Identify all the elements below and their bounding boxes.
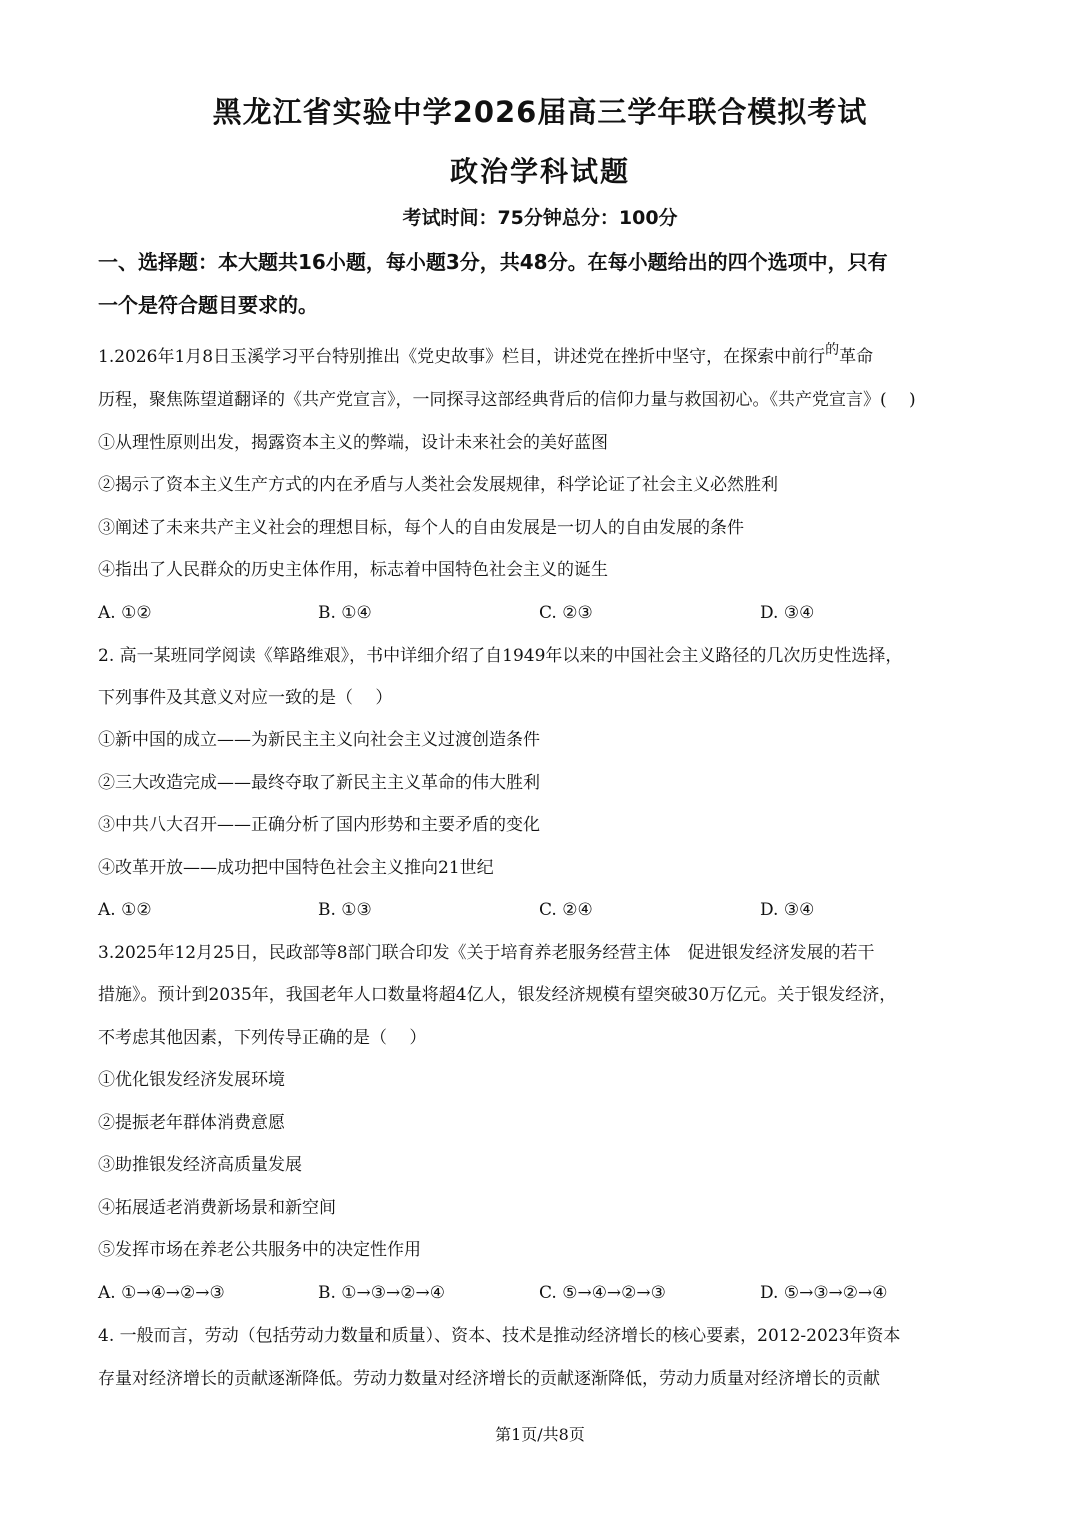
question-stem-line: 存量对经济增长的贡献逐渐降低。劳动力数量对经济增长的贡献逐渐降低，劳动力质量对经济增长的贡献 (98, 1369, 880, 1389)
option-a: A. ①② (98, 603, 152, 623)
question-stem-line: 4. 一般而言，劳动（包括劳动力数量和质量）、资本、技术是推动经济增长的核心要素，2012-2023年资本 (98, 1326, 901, 1346)
option-c: C. ②③ (539, 603, 593, 623)
exam-title: 黑龙江省实验中学2026届高三学年联合模拟考试 (212, 95, 868, 129)
question-item: ④改革开放——成功把中国特色社会主义推向21世纪 (98, 858, 494, 878)
question-item: ①从理性原则出发，揭露资本主义的弊端，设计未来社会的美好蓝图 (98, 433, 608, 453)
question-item: ①新中国的成立——为新民主主义向社会主义过渡创造条件 (98, 730, 540, 750)
option-b: B. ①③ (318, 900, 372, 920)
question-item: ③助推银发经济高质量发展 (98, 1155, 302, 1175)
question-stem-line: 历程，聚焦陈望道翻译的《共产党宣言》，一同探寻这部经典背后的信仰力量与救国初心。《共产党宣言》( ) (98, 390, 916, 410)
exam-subtitle: 政治学科试题 (449, 155, 630, 188)
option-b: B. ①→③→②→④ (318, 1283, 445, 1303)
question-stem-line: 措施》。预计到2035年，我国老年人口数量将超4亿人，银发经济规模有望突破30万亿元。关于银发经济， (98, 985, 897, 1005)
question-item: ③中共八大召开——正确分析了国内形势和主要矛盾的变化 (98, 815, 540, 835)
section-instructions-line-1: 一、选择题：本大题共16小题，每小题3分，共48分。在每小题给出的四个选项中，只有 (98, 250, 888, 274)
question-item: ②提振老年群体消费意愿 (98, 1113, 285, 1133)
question-item: ①优化银发经济发展环境 (98, 1070, 285, 1090)
option-d: D. ③④ (760, 603, 815, 623)
question-item: ⑤发挥市场在养老公共服务中的决定性作用 (98, 1240, 421, 1260)
option-a: A. ①② (98, 900, 152, 920)
question-item: ③阐述了未来共产主义社会的理想目标，每个人的自由发展是一切人的自由发展的条件 (98, 518, 744, 538)
question-item: ②三大改造完成——最终夺取了新民主主义革命的伟大胜利 (98, 773, 540, 793)
question-stem-line: 3.2025年12月25日，民政部等8部门联合印发《关于培育养老服务经营主体 促进银发经济发展的若干 (98, 943, 875, 963)
option-c: C. ②④ (539, 900, 593, 920)
option-d: D. ③④ (760, 900, 815, 920)
question-stem-line: 1.2026年1月8日玉溪学习平台特别推出《党史故事》栏目，讲述党在挫折中坚守，在探索中前行$^的$革命 (98, 342, 874, 367)
section-instructions-line-2: 一个是符合题目要求的。 (98, 293, 318, 317)
question-stem-line: 下列事件及其意义对应一致的是（ ） (98, 688, 393, 708)
option-c: C. ⑤→④→②→③ (539, 1283, 666, 1303)
question-stem-line: 不考虑其他因素，下列传导正确的是（ ） (98, 1028, 427, 1048)
question-item: ②揭示了资本主义生产方式的内在矛盾与人类社会发展规律，科学论证了社会主义必然胜利 (98, 475, 778, 495)
option-b: B. ①④ (318, 603, 372, 623)
question-item: ④拓展适老消费新场景和新空间 (98, 1198, 336, 1218)
question-stem-line: 2. 高一某班同学阅读《筚路维艰》，书中详细介绍了自1949年以来的中国社会主义路径的几次历史性选择， (98, 646, 903, 666)
option-d: D. ⑤→③→②→④ (760, 1283, 888, 1303)
exam-info: 考试时间：75分钟总分：100分 (402, 207, 678, 229)
option-a: A. ①→④→②→③ (98, 1283, 225, 1303)
question-item: ④指出了人民群众的历史主体作用，标志着中国特色社会主义的诞生 (98, 560, 608, 580)
page-number: 第1页/共8页 (495, 1425, 585, 1444)
